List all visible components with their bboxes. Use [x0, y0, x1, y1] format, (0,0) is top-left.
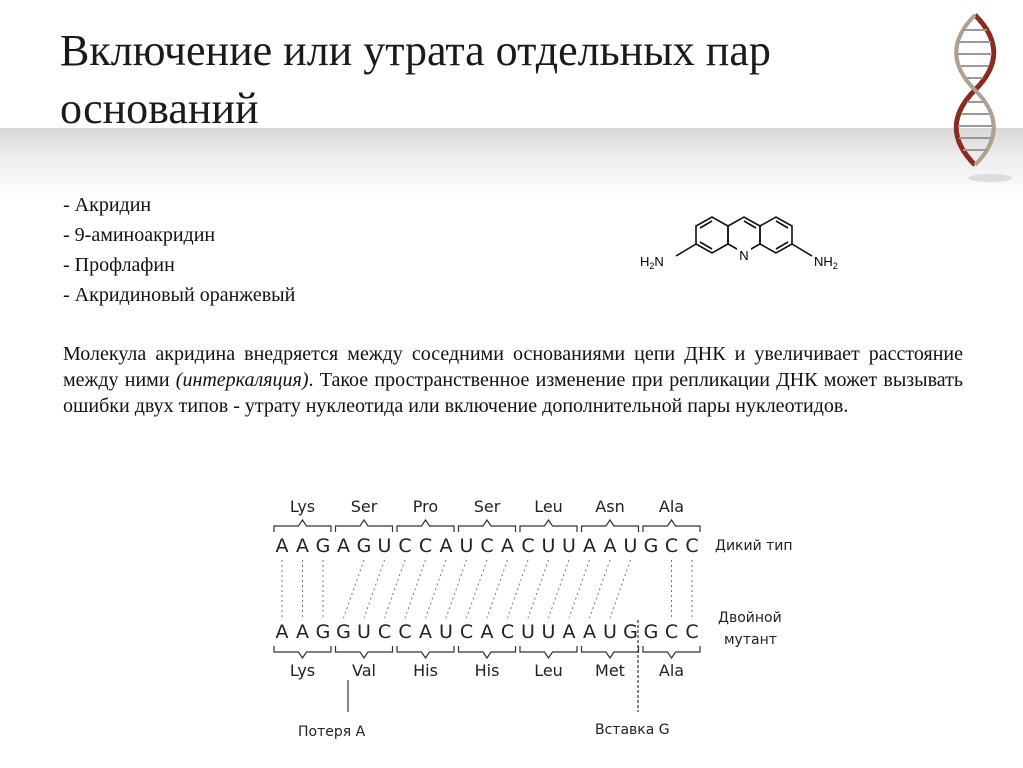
mutant-codon-label: Met	[595, 661, 625, 680]
wild-codon-label: Pro	[412, 497, 439, 516]
codon-brace	[274, 646, 331, 658]
base-link	[528, 560, 549, 618]
wild-base: G	[356, 535, 372, 557]
mutant-base: U	[357, 621, 371, 643]
wild-base: C	[664, 535, 679, 557]
mutant-base: C	[685, 621, 699, 643]
base-link	[590, 560, 611, 618]
base-link	[487, 560, 508, 618]
wild-codon-label: Ala	[658, 497, 685, 516]
wild-base: U	[541, 535, 556, 557]
intercalation-term: (интеркаляция)	[175, 369, 309, 391]
mutant-base: C	[377, 621, 392, 643]
mutant-codon-label: Val	[352, 661, 376, 680]
base-link	[446, 560, 467, 618]
mutant-base: C	[398, 621, 412, 643]
mutant-base: G	[336, 621, 351, 643]
list-item: - Акридиновый оранжевый	[63, 284, 296, 306]
wild-base: G	[643, 535, 659, 557]
loss-label: Потеря А	[298, 724, 366, 740]
wild-codon-label: Leu	[534, 497, 563, 516]
dna-helix-icon	[945, 10, 1015, 185]
base-link	[426, 560, 447, 618]
wild-codon-label: Asn	[595, 497, 625, 516]
wild-codon-label: Ser	[473, 497, 501, 516]
mutant-base: A	[419, 621, 432, 643]
codon-brace	[397, 520, 454, 532]
wild-base: A	[439, 535, 453, 557]
codon-brace	[582, 646, 639, 658]
mutant-base: G	[623, 621, 638, 643]
list-item: - Акридин	[63, 194, 152, 216]
list-item: - 9-аминоакридин	[63, 224, 216, 246]
acridine-structure	[630, 206, 870, 286]
mutant-base: A	[296, 621, 309, 643]
mutant-label-1: Двойной	[718, 610, 782, 626]
mutant-codon-label: His	[474, 661, 500, 680]
wild-base: A	[275, 535, 289, 557]
codon-brace	[459, 520, 516, 532]
mutant-base: A	[480, 621, 494, 643]
insert-label: Вставка G	[595, 722, 670, 738]
slide-title: Включение или утрата отдельных пар оснований	[60, 26, 771, 133]
wild-base: A	[603, 535, 617, 557]
wild-base: U	[623, 535, 638, 557]
codon-brace	[520, 646, 577, 658]
wild-base: U	[377, 535, 392, 557]
codon-brace	[643, 646, 700, 658]
codon-brace	[643, 520, 700, 532]
codon-brace	[459, 646, 516, 658]
codon-brace	[336, 520, 393, 532]
wild-base: C	[685, 535, 699, 557]
wild-type-label: Дикий тип	[715, 538, 793, 554]
mutant-base: A	[583, 621, 596, 643]
codon-brace	[336, 646, 393, 658]
wild-base: C	[398, 535, 412, 557]
base-link	[405, 560, 426, 618]
wild-base: G	[315, 535, 331, 557]
base-link	[610, 560, 631, 618]
base-link	[549, 560, 570, 618]
wild-base: A	[583, 535, 596, 557]
mutant-codon-label: His	[413, 661, 438, 680]
codon-brace	[520, 520, 577, 532]
header-band	[0, 128, 1023, 198]
codon-brace	[397, 646, 454, 658]
mutant-codon-label: Ala	[658, 661, 685, 680]
mutant-base: U	[603, 621, 617, 643]
amino-group-left: $H_2N$	[640, 254, 664, 271]
mutant-codon-label: Lys	[289, 661, 316, 680]
base-link	[467, 560, 488, 618]
wild-base: C	[521, 535, 535, 557]
wild-base: U	[459, 535, 474, 557]
wild-base: U	[562, 535, 576, 557]
wild-base: A	[296, 535, 309, 557]
wild-codon-label: Lys	[289, 497, 316, 516]
wild-base: C	[418, 535, 433, 557]
mutant-base: C	[459, 621, 474, 643]
mutant-base: C	[664, 621, 679, 643]
list-item: - Профлафин	[63, 254, 175, 276]
base-link	[364, 560, 385, 618]
mutant-label-2: мутант	[724, 632, 777, 648]
description-paragraph: Молекула акридина внедряется между соседними основаниями цепи ДНК и увеличивает расстояние между ними (интеркаляция). Такое пространственное изменение при репликации ДНК может вызывать ошибки двух типов - утрату нуклеотида или включение дополнительной пары нуклеотидов.	[63, 343, 963, 417]
wild-base: A	[337, 535, 350, 557]
wild-base: A	[501, 535, 514, 557]
mutant-base: G	[643, 621, 659, 643]
base-link	[344, 560, 365, 618]
base-link	[508, 560, 529, 618]
mutant-base: A	[275, 621, 289, 643]
wild-codon-label: Ser	[350, 497, 378, 516]
acridine-list	[63, 190, 295, 310]
mutant-base: G	[315, 621, 331, 643]
mutant-codon-label: Leu	[534, 661, 563, 680]
wild-base: C	[480, 535, 494, 557]
base-link	[569, 560, 590, 618]
frameshift-diagram	[250, 470, 830, 760]
mutant-base: U	[541, 621, 556, 643]
mutant-base: U	[439, 621, 453, 643]
ring-nitrogen: N	[739, 248, 749, 263]
base-link	[385, 560, 406, 618]
amino-group-right: $NH_2$	[814, 254, 838, 271]
mutant-base: C	[500, 621, 515, 643]
codon-brace	[582, 520, 639, 532]
mutant-base: U	[521, 621, 535, 643]
mutant-base: A	[562, 621, 576, 643]
codon-brace	[274, 520, 331, 532]
